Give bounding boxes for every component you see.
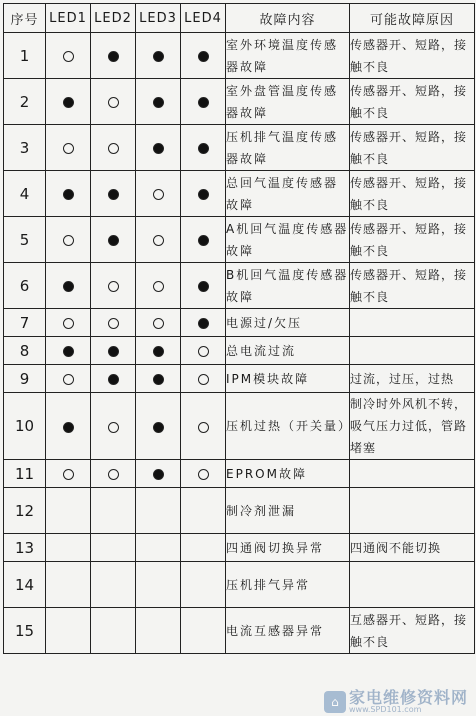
row-number: 3 [4,125,46,171]
led4-cell [181,263,226,309]
led4-cell [181,337,226,365]
led2-cell [91,79,136,125]
table-row [4,608,475,654]
fault-cause: 四通阀不能切换 [350,534,475,562]
fault-cause: 过流，过压，过热 [350,365,475,393]
row-number: 14 [4,562,46,608]
fault-cause [350,562,475,608]
led-off-icon [63,469,74,480]
row-number: 2 [4,79,46,125]
led1-cell [46,534,91,562]
fault-cause [350,488,475,534]
fault-content: 总回气温度传感器故障 [226,171,350,217]
table-row [4,488,475,534]
table-row [4,309,475,337]
table-row [4,263,475,309]
led-off-icon [153,235,164,246]
fault-content: 室外盘管温度传感器故障 [226,79,350,125]
led-off-icon [63,318,74,329]
led-on-icon [153,469,164,480]
fault-content: A机回气温度传感器故障 [226,217,350,263]
led-on-icon [198,318,209,329]
led-off-icon [153,281,164,292]
fault-content: 压机排气异常 [226,562,350,608]
led-off-icon [63,374,74,385]
led4-cell [181,309,226,337]
row-number: 7 [4,309,46,337]
led-off-icon [108,469,119,480]
led-off-icon [108,422,119,433]
header-row [4,4,475,33]
table-row [4,365,475,393]
led-on-icon [153,51,164,62]
fault-cause: 传感器开、短路，接触不良 [350,79,475,125]
led-on-icon [198,51,209,62]
fault-cause: 传感器开、短路，接触不良 [350,263,475,309]
led-on-icon [198,235,209,246]
table-row [4,337,475,365]
led-off-icon [198,346,209,357]
fault-cause: 传感器开、短路，接触不良 [350,125,475,171]
fault-content: 电流互感器异常 [226,608,350,654]
led1-cell [46,365,91,393]
led-off-icon [63,143,74,154]
fault-content: 四通阀切换异常 [226,534,350,562]
led-off-icon [108,281,119,292]
led3-cell [136,171,181,217]
led-on-icon [198,189,209,200]
led4-cell [181,33,226,79]
led-on-icon [153,143,164,154]
table-row [4,562,475,608]
led-on-icon [63,281,74,292]
led2-cell [91,217,136,263]
led2-cell [91,171,136,217]
table-row [4,33,475,79]
fault-cause: 制冷时外风机不转，吸气压力过低，管路堵塞 [350,393,475,460]
row-number: 6 [4,263,46,309]
table-row [4,393,475,460]
led-off-icon [108,143,119,154]
led1-cell [46,309,91,337]
row-number: 11 [4,460,46,488]
fault-content: 总电流过流 [226,337,350,365]
fault-cause: 传感器开、短路，接触不良 [350,217,475,263]
row-number: 8 [4,337,46,365]
led-off-icon [198,374,209,385]
led2-cell [91,534,136,562]
led3-cell [136,488,181,534]
led2-cell [91,33,136,79]
watermark-title: 家电维修资料网 [348,688,468,707]
fault-cause: 传感器开、短路，接触不良 [350,171,475,217]
house-logo-icon: ⌂ [324,691,346,713]
led-on-icon [108,346,119,357]
led-on-icon [108,51,119,62]
led2-cell [91,263,136,309]
led4-cell [181,562,226,608]
led-on-icon [153,422,164,433]
row-number: 15 [4,608,46,654]
table-row [4,217,475,263]
led-on-icon [108,374,119,385]
fault-content: 室外环境温度传感器故障 [226,33,350,79]
table-row [4,171,475,217]
led-off-icon [153,318,164,329]
fault-code-table [3,3,475,654]
led-off-icon [108,97,119,108]
led1-cell [46,263,91,309]
row-number: 1 [4,33,46,79]
fault-content: 压机过热（开关量） [226,393,350,460]
led4-cell [181,608,226,654]
table-row [4,125,475,171]
led4-cell [181,217,226,263]
header-seq: 序号 [4,4,46,33]
led3-cell [136,79,181,125]
fault-cause [350,309,475,337]
row-number: 5 [4,217,46,263]
led3-cell [136,337,181,365]
led1-cell [46,79,91,125]
led3-cell [136,460,181,488]
led-off-icon [108,318,119,329]
led3-cell [136,393,181,460]
fault-content: B机回气温度传感器故障 [226,263,350,309]
fault-cause [350,337,475,365]
led1-cell [46,488,91,534]
fault-cause [350,460,475,488]
row-number: 13 [4,534,46,562]
table-row [4,460,475,488]
led2-cell [91,488,136,534]
led2-cell [91,337,136,365]
watermark [324,690,468,714]
led2-cell [91,562,136,608]
table-row [4,534,475,562]
led4-cell [181,365,226,393]
led4-cell [181,79,226,125]
led-on-icon [153,346,164,357]
row-number: 4 [4,171,46,217]
led-on-icon [153,374,164,385]
header-led3: LED3 [136,4,181,33]
led3-cell [136,534,181,562]
fault-content: 电源过/欠压 [226,309,350,337]
led1-cell [46,460,91,488]
led-on-icon [108,235,119,246]
header-led4: LED4 [181,4,226,33]
led-off-icon [153,189,164,200]
fault-cause: 互感器开、短路，接触不良 [350,608,475,654]
header-led2: LED2 [91,4,136,33]
fault-content: 制冷剂泄漏 [226,488,350,534]
row-number: 12 [4,488,46,534]
led-off-icon [63,235,74,246]
header-led1: LED1 [46,4,91,33]
led3-cell [136,125,181,171]
led3-cell [136,263,181,309]
table-row [4,79,475,125]
led2-cell [91,393,136,460]
led-off-icon [198,469,209,480]
row-number: 9 [4,365,46,393]
led1-cell [46,125,91,171]
led-on-icon [198,281,209,292]
led-on-icon [63,346,74,357]
watermark-url: www.SPD101.com [348,705,422,714]
led3-cell [136,562,181,608]
led4-cell [181,393,226,460]
led4-cell [181,460,226,488]
led3-cell [136,365,181,393]
led4-cell [181,125,226,171]
led2-cell [91,365,136,393]
fault-content: EPROM故障 [226,460,350,488]
fault-content: 压机排气温度传感器故障 [226,125,350,171]
led2-cell [91,309,136,337]
led-off-icon [63,51,74,62]
led1-cell [46,608,91,654]
led4-cell [181,171,226,217]
led3-cell [136,309,181,337]
led-on-icon [63,189,74,200]
row-number: 10 [4,393,46,460]
led1-cell [46,337,91,365]
led1-cell [46,562,91,608]
led-off-icon [198,422,209,433]
led1-cell [46,217,91,263]
header-content: 故障内容 [226,4,350,33]
led-on-icon [63,97,74,108]
led-on-icon [63,422,74,433]
led-on-icon [198,143,209,154]
header-cause: 可能故障原因 [350,4,475,33]
led2-cell [91,125,136,171]
led3-cell [136,33,181,79]
led-on-icon [108,189,119,200]
led4-cell [181,488,226,534]
led1-cell [46,33,91,79]
led-on-icon [198,97,209,108]
led1-cell [46,171,91,217]
led1-cell [46,393,91,460]
fault-cause: 传感器开、短路，接触不良 [350,33,475,79]
led4-cell [181,534,226,562]
led3-cell [136,217,181,263]
led2-cell [91,608,136,654]
led2-cell [91,460,136,488]
fault-content: IPM模块故障 [226,365,350,393]
led-on-icon [153,97,164,108]
led3-cell [136,608,181,654]
